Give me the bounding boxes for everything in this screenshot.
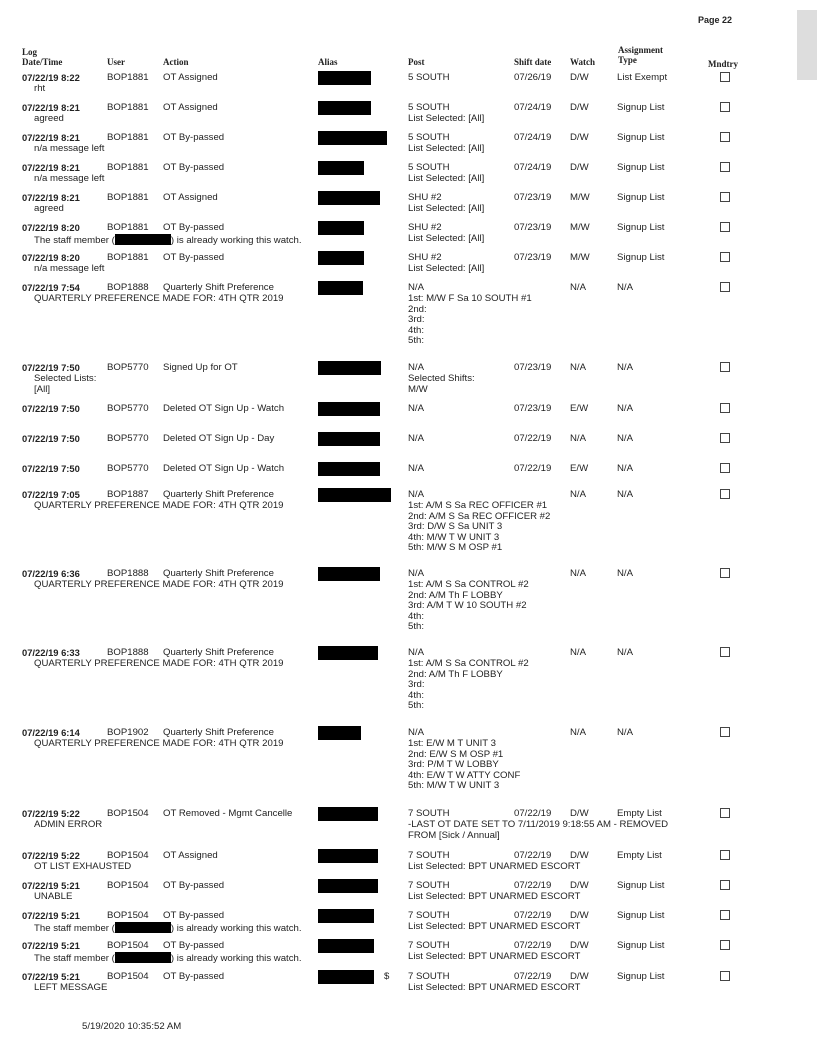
entry-note: QUARTERLY PREFERENCE MADE FOR: 4TH QTR 2019 <box>34 738 284 749</box>
alias-redaction <box>318 402 380 416</box>
shift-date: 07/22/19 <box>514 940 552 951</box>
header-action: Action <box>163 57 189 67</box>
mandatory-checkbox[interactable] <box>720 727 730 737</box>
entry-note: Selected Lists: <box>34 373 97 384</box>
log-datetime: 07/22/19 6:33 <box>22 647 80 658</box>
action: OT Assigned <box>163 850 218 861</box>
note-text: ) is already working this watch. <box>170 953 302 964</box>
watch: N/A <box>570 282 586 293</box>
assignment-type: N/A <box>617 362 633 373</box>
log-datetime: 07/22/19 8:21 <box>22 102 80 113</box>
post-detail-line: M/W <box>408 383 428 395</box>
alias-redaction <box>318 879 378 893</box>
entry-note <box>34 952 302 965</box>
name-redaction <box>115 234 171 245</box>
name-redaction <box>115 952 171 963</box>
note-text: ) is already working this watch. <box>170 235 302 246</box>
post: 7 SOUTH <box>408 850 450 861</box>
post: N/A <box>408 362 424 373</box>
mandatory-checkbox[interactable] <box>720 282 730 292</box>
post-detail-line: 5th: M/W S M OSP #1 <box>408 542 503 554</box>
alias-redaction <box>318 807 378 821</box>
post-detail-line: 3rd: <box>408 679 425 691</box>
user-id: BOP1881 <box>107 102 149 113</box>
mandatory-checkbox[interactable] <box>720 647 730 657</box>
user-id: BOP1881 <box>107 222 149 233</box>
log-datetime: 07/22/19 5:21 <box>22 940 80 951</box>
watch: D/W <box>570 102 589 113</box>
watch: D/W <box>570 132 589 143</box>
shift-date: 07/23/19 <box>514 252 552 263</box>
entry-note: n/a message left <box>34 173 105 184</box>
post-detail-line: 5th: M/W T W UNIT 3 <box>408 780 500 792</box>
alias-redaction <box>318 488 391 502</box>
assignment-type: N/A <box>617 282 633 293</box>
log-datetime: 07/22/19 8:22 <box>22 72 80 83</box>
log-datetime: 07/22/19 7:54 <box>22 282 80 293</box>
user-id: BOP1504 <box>107 910 149 921</box>
shift-date: 07/24/19 <box>514 162 552 173</box>
log-datetime: 07/22/19 6:36 <box>22 568 80 579</box>
assignment-type: List Exempt <box>617 72 668 83</box>
user-id: BOP1888 <box>107 568 149 579</box>
log-datetime: 07/22/19 7:50 <box>22 433 80 444</box>
post-detail-line: List Selected: BPT UNARMED ESCORT <box>408 921 581 932</box>
post-detail-line: 3rd: <box>408 314 425 326</box>
action: OT By-passed <box>163 132 225 143</box>
post-detail-line: 1st: A/M S Sa CONTROL #2 <box>408 658 529 669</box>
action: OT Assigned <box>163 72 218 83</box>
mandatory-checkbox[interactable] <box>720 132 730 142</box>
entry-note: OT LIST EXHAUSTED <box>34 861 132 872</box>
watch: N/A <box>570 433 586 444</box>
log-datetime: 07/22/19 5:22 <box>22 808 80 819</box>
assignment-type: Signup List <box>617 252 665 263</box>
entry-note: n/a message left <box>34 263 105 274</box>
mandatory-checkbox[interactable] <box>720 910 730 920</box>
assignment-type: N/A <box>617 727 633 738</box>
header-assignment-type <box>618 45 663 65</box>
action: OT Removed - Mgmt Cancelle <box>163 808 293 819</box>
post: N/A <box>408 463 424 474</box>
log-datetime: 07/22/19 7:50 <box>22 403 80 414</box>
entry-note: QUARTERLY PREFERENCE MADE FOR: 4TH QTR 2019 <box>34 500 284 511</box>
log-datetime: 07/22/19 8:21 <box>22 132 80 143</box>
post-detail-line: 3rd: D/W S Sa UNIT 3 <box>408 521 503 533</box>
user-id: BOP5770 <box>107 403 149 414</box>
mandatory-checkbox[interactable] <box>720 568 730 578</box>
note-text: The staff member ( <box>34 235 115 246</box>
shift-date: 07/22/19 <box>514 910 552 921</box>
action: Signed Up for OT <box>163 362 238 373</box>
log-datetime: 07/22/19 5:22 <box>22 850 80 861</box>
shift-date: 07/23/19 <box>514 192 552 203</box>
assignment-type: Signup List <box>617 880 665 891</box>
mandatory-checkbox[interactable] <box>720 72 730 82</box>
mandatory-checkbox[interactable] <box>720 192 730 202</box>
alias-redaction <box>318 432 380 446</box>
action: OT By-passed <box>163 940 225 951</box>
assignment-type: N/A <box>617 568 633 579</box>
post-detail-line: 5th: <box>408 335 425 347</box>
alias-redaction <box>318 361 381 375</box>
assignment-type: Signup List <box>617 940 665 951</box>
assignment-type: Signup List <box>617 102 665 113</box>
alias-redaction <box>318 281 363 295</box>
post-detail-line: Selected Shifts: <box>408 373 475 384</box>
post-detail-line: List Selected: [All] <box>408 263 485 274</box>
post-detail-line: List Selected: [All] <box>408 113 485 124</box>
post: N/A <box>408 727 424 738</box>
mandatory-checkbox[interactable] <box>720 489 730 499</box>
header-log-datetime <box>22 47 62 67</box>
name-redaction <box>115 922 171 933</box>
watch: M/W <box>570 222 590 233</box>
alias-redaction <box>318 251 364 265</box>
header-user: User <box>107 57 125 67</box>
user-id: BOP1504 <box>107 880 149 891</box>
post-detail-line: -LAST OT DATE SET TO 7/11/2019 9:18:55 AM - REMOVED <box>408 819 669 830</box>
action: OT By-passed <box>163 252 225 263</box>
post: 5 SOUTH <box>408 72 450 83</box>
page-number: Page 22 <box>698 15 733 25</box>
log-datetime: 07/22/19 5:21 <box>22 971 80 982</box>
header-shift-date: Shift date <box>514 57 552 67</box>
action: Quarterly Shift Preference <box>163 727 274 738</box>
user-id: BOP1902 <box>107 727 149 738</box>
entry-note: ADMIN ERROR <box>34 819 103 830</box>
alias-redaction <box>318 849 378 863</box>
post-detail-line: List Selected: [All] <box>408 143 485 154</box>
entry-note: agreed <box>34 203 64 214</box>
action: Deleted OT Sign Up - Watch <box>163 403 285 414</box>
alias-redaction <box>318 131 387 145</box>
shift-date: 07/26/19 <box>514 72 552 83</box>
post-detail-line: List Selected: BPT UNARMED ESCORT <box>408 861 581 872</box>
post-detail-line: 2nd: A/M Th F LOBBY <box>408 668 503 680</box>
assignment-type: Signup List <box>617 222 665 233</box>
print-timestamp: 5/19/2020 10:35:52 AM <box>82 1021 182 1032</box>
watch: D/W <box>570 971 589 982</box>
post: SHU #2 <box>408 222 442 233</box>
alias-redaction <box>318 462 380 476</box>
action: OT By-passed <box>163 910 225 921</box>
mandatory-checkbox[interactable] <box>720 362 730 372</box>
shift-date: 07/22/19 <box>514 971 552 982</box>
watch: N/A <box>570 362 586 373</box>
mandatory-checkbox[interactable] <box>720 102 730 112</box>
entry-note: QUARTERLY PREFERENCE MADE FOR: 4TH QTR 2019 <box>34 658 284 669</box>
scan-edge-shadow <box>797 10 817 80</box>
mandatory-checkbox[interactable] <box>720 222 730 232</box>
post: N/A <box>408 433 424 444</box>
log-datetime: 07/22/19 8:21 <box>22 192 80 203</box>
shift-date: 07/23/19 <box>514 362 552 373</box>
watch: D/W <box>570 850 589 861</box>
watch: N/A <box>570 727 586 738</box>
watch: M/W <box>570 252 590 263</box>
header-log: Log <box>22 47 38 57</box>
user-id: BOP1504 <box>107 808 149 819</box>
post: N/A <box>408 403 424 414</box>
note-text: The staff member ( <box>34 953 115 964</box>
header-alias: Alias <box>318 57 338 67</box>
note-text: ) is already working this watch. <box>170 923 302 934</box>
log-datetime: 07/22/19 7:50 <box>22 362 80 373</box>
shift-date: 07/24/19 <box>514 132 552 143</box>
user-id: BOP1504 <box>107 850 149 861</box>
post: 7 SOUTH <box>408 880 450 891</box>
post: 5 SOUTH <box>408 102 450 113</box>
action: Quarterly Shift Preference <box>163 489 274 500</box>
alias-redaction <box>318 191 380 205</box>
action: OT By-passed <box>163 971 225 982</box>
post-detail-line: FROM [Sick / Annual] <box>408 829 500 841</box>
header-type: Type <box>618 55 637 65</box>
user-id: BOP5770 <box>107 433 149 444</box>
assignment-type: Empty List <box>617 850 662 861</box>
user-id: BOP1881 <box>107 252 149 263</box>
watch: N/A <box>570 647 586 658</box>
shift-date: 07/24/19 <box>514 102 552 113</box>
shift-date: 07/22/19 <box>514 880 552 891</box>
user-id: BOP1881 <box>107 162 149 173</box>
assignment-type: Empty List <box>617 808 662 819</box>
watch: E/W <box>570 403 589 414</box>
post-detail-line: 1st: E/W M T UNIT 3 <box>408 738 496 749</box>
post: 5 SOUTH <box>408 162 450 173</box>
post: N/A <box>408 282 424 293</box>
log-datetime: 07/22/19 7:50 <box>22 463 80 474</box>
watch: D/W <box>570 162 589 173</box>
mandatory-checkbox[interactable] <box>720 463 730 473</box>
alias-redaction <box>318 71 371 85</box>
alias-redaction <box>318 161 364 175</box>
watch: E/W <box>570 463 589 474</box>
shift-date: 07/22/19 <box>514 433 552 444</box>
mandatory-checkbox[interactable] <box>720 162 730 172</box>
post-detail-line: 4th: <box>408 610 425 622</box>
post-detail-line: List Selected: [All] <box>408 173 485 184</box>
post-detail-line: 5th: <box>408 621 425 633</box>
entry-note <box>34 234 302 247</box>
post-detail-line: 4th: E/W T W ATTY CONF <box>408 769 521 781</box>
assignment-type: Signup List <box>617 910 665 921</box>
action: OT By-passed <box>163 222 225 233</box>
entry-note: UNABLE <box>34 891 73 902</box>
header-datetime: Date/Time <box>22 57 63 67</box>
mandatory-checkbox[interactable] <box>720 433 730 443</box>
post-detail-line: 4th: <box>408 689 425 701</box>
log-datetime: 07/22/19 8:20 <box>22 252 80 263</box>
post-detail-line: 3rd: A/M T W 10 SOUTH #2 <box>408 600 527 612</box>
post-detail-line: List Selected: [All] <box>408 233 485 244</box>
alias-redaction <box>318 939 374 953</box>
assignment-type: N/A <box>617 489 633 500</box>
user-id: BOP1504 <box>107 940 149 951</box>
post-detail-line: 2nd: E/W S M OSP #1 <box>408 748 504 760</box>
alias-redaction <box>318 646 378 660</box>
post: N/A <box>408 489 424 500</box>
header-mandatory: Mndtry <box>708 59 738 69</box>
user-id: BOP1887 <box>107 489 149 500</box>
action: Deleted OT Sign Up - Day <box>163 433 275 444</box>
action: Deleted OT Sign Up - Watch <box>163 463 285 474</box>
mandatory-checkbox[interactable] <box>720 850 730 860</box>
assignment-type: N/A <box>617 433 633 444</box>
user-id: BOP5770 <box>107 362 149 373</box>
note-text: The staff member ( <box>34 923 115 934</box>
assignment-type: Signup List <box>617 132 665 143</box>
alias-redaction <box>318 221 364 235</box>
alias-redaction <box>318 909 374 923</box>
post-detail-line: 4th: M/W T W UNIT 3 <box>408 531 500 543</box>
entry-note <box>34 922 302 935</box>
post-detail-line: 3rd: P/M T W LOBBY <box>408 759 499 771</box>
user-id: BOP1881 <box>107 132 149 143</box>
alias-redaction <box>318 726 361 740</box>
post: 7 SOUTH <box>408 808 450 819</box>
log-datetime: 07/22/19 5:21 <box>22 880 80 891</box>
post-detail-line: List Selected: BPT UNARMED ESCORT <box>408 891 581 902</box>
post: 7 SOUTH <box>408 971 450 982</box>
entry-note: QUARTERLY PREFERENCE MADE FOR: 4TH QTR 2019 <box>34 579 284 590</box>
watch: M/W <box>570 192 590 203</box>
mandatory-checkbox[interactable] <box>720 940 730 950</box>
shift-date: 07/22/19 <box>514 463 552 474</box>
entry-note: agreed <box>34 113 64 124</box>
post: 7 SOUTH <box>408 910 450 921</box>
entry-note: n/a message left <box>34 143 105 154</box>
assignment-type: N/A <box>617 647 633 658</box>
log-datetime: 07/22/19 7:05 <box>22 489 80 500</box>
log-datetime: 07/22/19 6:14 <box>22 727 80 738</box>
post-detail-line: 1st: M/W F Sa 10 SOUTH #1 <box>408 293 532 304</box>
post: SHU #2 <box>408 252 442 263</box>
post-detail-line: 1st: A/M S Sa REC OFFICER #1 <box>408 500 548 511</box>
post: N/A <box>408 647 424 658</box>
post-detail-line: 2nd: <box>408 303 427 315</box>
post-detail-line: 5th: <box>408 700 425 712</box>
entry-note: LEFT MESSAGE <box>34 982 108 993</box>
user-id: BOP1888 <box>107 647 149 658</box>
user-id: BOP1888 <box>107 282 149 293</box>
log-datetime: 07/22/19 8:21 <box>22 162 80 173</box>
alias-redaction <box>318 970 374 984</box>
shift-date: 07/22/19 <box>514 850 552 861</box>
alias-redaction <box>318 101 371 115</box>
mandatory-checkbox[interactable] <box>720 971 730 981</box>
user-id: BOP1881 <box>107 72 149 83</box>
action: OT Assigned <box>163 102 218 113</box>
shift-date: 07/23/19 <box>514 222 552 233</box>
entry-note: QUARTERLY PREFERENCE MADE FOR: 4TH QTR 2019 <box>34 293 284 304</box>
assignment-type: Signup List <box>617 162 665 173</box>
shift-date: 07/22/19 <box>514 808 552 819</box>
action: OT Assigned <box>163 192 218 203</box>
assignment-type: Signup List <box>617 192 665 203</box>
post-detail-line: 2nd: A/M S Sa REC OFFICER #2 <box>408 510 551 522</box>
mandatory-checkbox[interactable] <box>720 252 730 262</box>
entry-note-2: [All] <box>34 384 50 395</box>
post: SHU #2 <box>408 192 442 203</box>
dollar-mark: $ <box>384 971 390 982</box>
watch: N/A <box>570 568 586 579</box>
post: N/A <box>408 568 424 579</box>
action: Quarterly Shift Preference <box>163 647 274 658</box>
log-datetime: 07/22/19 5:21 <box>22 910 80 921</box>
mandatory-checkbox[interactable] <box>720 808 730 818</box>
watch: D/W <box>570 880 589 891</box>
log-datetime: 07/22/19 8:20 <box>22 222 80 233</box>
watch: D/W <box>570 72 589 83</box>
post-detail-line: 4th: <box>408 324 425 336</box>
shift-date: 07/23/19 <box>514 403 552 414</box>
post-detail-line: 1st: A/M S Sa CONTROL #2 <box>408 579 529 590</box>
action: OT By-passed <box>163 162 225 173</box>
action: Quarterly Shift Preference <box>163 282 274 293</box>
alias-redaction <box>318 567 380 581</box>
post-detail-line: List Selected: BPT UNARMED ESCORT <box>408 982 581 993</box>
mandatory-checkbox[interactable] <box>720 403 730 413</box>
header-watch: Watch <box>570 57 596 67</box>
mandatory-checkbox[interactable] <box>720 880 730 890</box>
watch: D/W <box>570 940 589 951</box>
post: 5 SOUTH <box>408 132 450 143</box>
header-post: Post <box>408 57 425 67</box>
entry-note: rht <box>34 83 46 94</box>
watch: D/W <box>570 808 589 819</box>
header-assignment: Assignment <box>618 45 664 55</box>
user-id: BOP1504 <box>107 971 149 982</box>
post-detail-line: 2nd: A/M Th F LOBBY <box>408 589 503 601</box>
post-detail-line: List Selected: BPT UNARMED ESCORT <box>408 951 581 962</box>
assignment-type: Signup List <box>617 971 665 982</box>
assignment-type: N/A <box>617 403 633 414</box>
watch: D/W <box>570 910 589 921</box>
post-detail-line: List Selected: [All] <box>408 203 485 214</box>
assignment-type: N/A <box>617 463 633 474</box>
watch: N/A <box>570 489 586 500</box>
post: 7 SOUTH <box>408 940 450 951</box>
action: Quarterly Shift Preference <box>163 568 274 579</box>
action: OT By-passed <box>163 880 225 891</box>
user-id: BOP1881 <box>107 192 149 203</box>
user-id: BOP5770 <box>107 463 149 474</box>
